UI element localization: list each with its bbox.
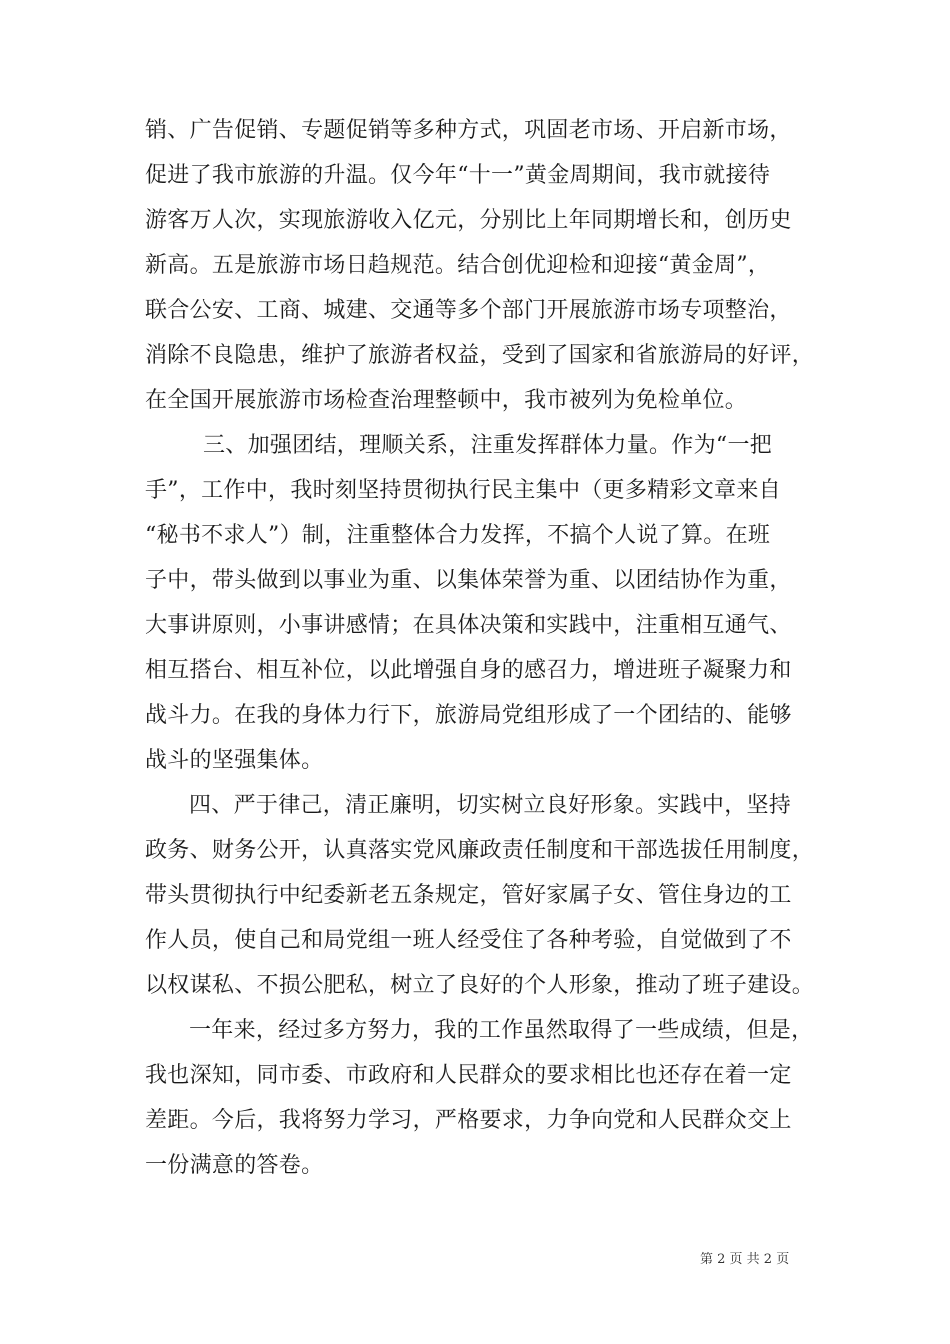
text-line: 政务、财务公开，认真落实党风廉政责任制度和干部选拔任用制度，: [145, 838, 815, 863]
page-number: 第 2 页 共 2 页: [700, 1252, 790, 1267]
text-line: 新高。五是旅游市场日趋规范。结合创优迎检和迎接“黄金周”，: [145, 253, 771, 278]
text-line: 以权谋私、不损公肥私，树立了良好的个人形象，推动了班子建设。: [145, 973, 815, 998]
text-line: 联合公安、工商、城建、交通等多个部门开展旅游市场专项整治，: [145, 298, 792, 323]
text-line: 在全国开展旅游市场检查治理整顿中，我市被列为免检单位。: [145, 388, 748, 413]
text-line: 战斗的坚强集体。: [145, 748, 324, 773]
text-line: 消除不良隐患，维护了旅游者权益，受到了国家和省旅游局的好评，: [145, 343, 815, 368]
text-line: 销、广告促销、专题促销等多种方式，巩固老市场、开启新市场，: [145, 118, 792, 143]
text-line: 手”，工作中，我时刻坚持贯彻执行民主集中（更多精彩文章来自: [145, 478, 781, 503]
text-line: 带头贯彻执行中纪委新老五条规定，管好家属子女、管住身边的工: [145, 883, 792, 908]
text-line: 我也深知，同市委、市政府和人民群众的要求相比也还存在着一定: [145, 1063, 792, 1088]
text-line: 差距。今后，我将努力学习，严格要求，力争向党和人民群众交上: [145, 1108, 792, 1133]
text-line: 大事讲原则，小事讲感情；在具体决策和实践中，注重相互通气、: [145, 613, 792, 638]
text-line: 子中，带头做到以事业为重、以集体荣誉为重、以团结协作为重，: [145, 568, 792, 593]
text-line: 作人员，使自己和局党组一班人经受住了各种考验，自觉做到了不: [145, 928, 792, 953]
text-line: 一份满意的答卷。: [145, 1153, 324, 1178]
text-line: 游客万人次，实现旅游收入亿元，分别比上年同期增长和，创历史: [145, 208, 792, 233]
text-line: 战斗力。在我的身体力行下，旅游局党组形成了一个团结的、能够: [145, 703, 792, 728]
paragraph-start-line: 一年来，经过多方努力，我的工作虽然取得了一些成绩，但是，: [189, 1018, 814, 1043]
paragraph-start-line: 四、严于律己，清正廉明，切实树立良好形象。实践中，坚持: [189, 793, 792, 818]
text-line: “秘书不求人”）制，注重整体合力发挥，不搞个人说了算。在班: [145, 523, 771, 548]
paragraph-start-line: 三、加强团结，理顺关系，注重发挥群体力量。作为“一把: [203, 433, 773, 458]
document-body: [145, 108, 845, 1188]
text-line: 促进了我市旅游的升温。仅今年“十一”黄金周期间，我市就接待: [145, 163, 771, 188]
text-line: 相互搭台、相互补位，以此增强自身的感召力，增进班子凝聚力和: [145, 658, 792, 683]
